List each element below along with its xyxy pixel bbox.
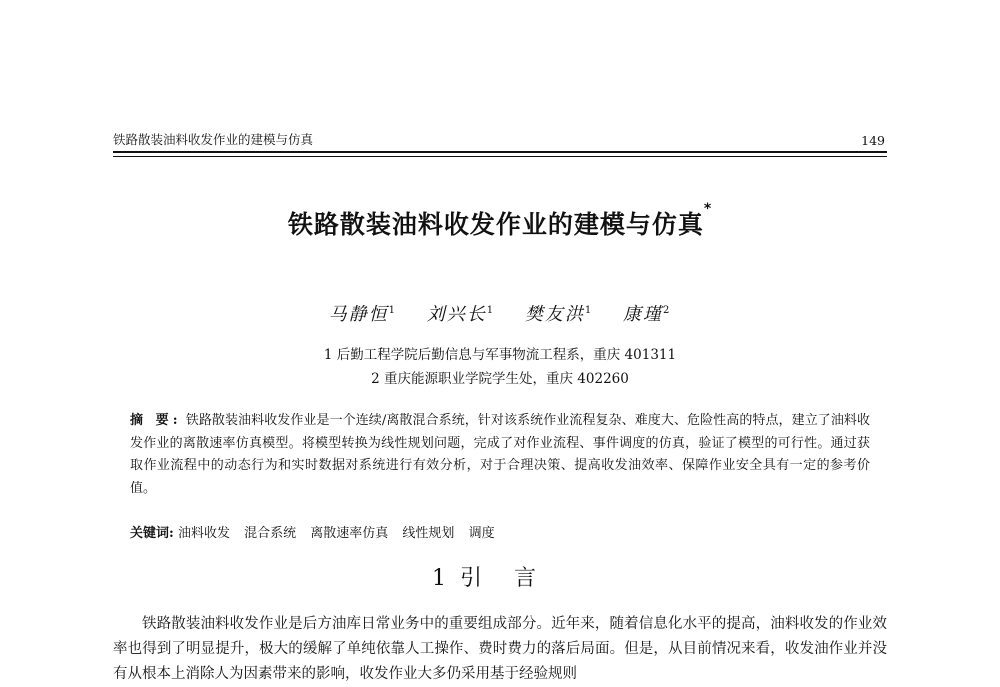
body-paragraph: 铁路散装油料收发作业是后方油库日常业务中的重要组成部分。近年来，随着信息化水平的提高，油料收发的作业效率也得到了明显提升，极大的缓解了单纯依靠人工操作、费时费力的落后局面。但是，从目前情况来看，收发油作业并没有从根本上消除人为因素带来的影响，收发作业大多仍采用基于经验规则 [113, 616, 887, 682]
keyword: 离散速率仿真 [310, 526, 389, 541]
author [525, 304, 593, 325]
page-number: 149 [861, 133, 885, 148]
running-head-title: 铁路散装油料收发作业的建模与仿真 [113, 132, 314, 147]
author-affiliation-mark: 1 [388, 305, 398, 316]
keyword: 混合系统 [244, 526, 297, 541]
author-affiliation-mark: 1 [486, 305, 496, 316]
author-name: 马静恒 [328, 304, 389, 325]
section-number: 1 [431, 566, 446, 591]
title-footnote-mark: * [703, 201, 713, 217]
keywords-label: 关键词: [130, 526, 174, 541]
keyword: 油料收发 [177, 526, 230, 541]
author [329, 304, 397, 325]
running-head [113, 130, 885, 148]
author-list [0, 300, 1000, 326]
keyword: 调度 [468, 526, 495, 541]
section-title: 引言 [459, 566, 568, 591]
author [623, 304, 671, 325]
author-affiliation-mark: 1 [584, 305, 594, 316]
abstract-text: 铁路散装油料收发作业是一个连续/离散混合系统，针对该系统作业流程复杂、难度大、危险性高的特点，建立了油料收发作业的离散速率仿真模型。将模型转换为线性规划问题，完成了对作业流程、事件调度的仿真，验证了模型的可行性。通过获取作业流程中的动态行为和实时数据对系统进行有效分析，对于合理决策、提高收发油效率、保障作业安全具有一定的参考价值。 [130, 413, 870, 496]
paper-title [0, 201, 1000, 241]
section-heading [0, 561, 1000, 592]
author-name: 樊友洪 [524, 304, 585, 325]
author-name: 刘兴长 [426, 304, 487, 325]
keyword: 线性规划 [402, 526, 455, 541]
paper-title-text: 铁路散装油料收发作业的建模与仿真 [287, 210, 704, 239]
affiliation-2: 2 重庆能源职业学院学生处，重庆 402260 [371, 371, 629, 387]
author-affiliation-mark: 2 [662, 305, 672, 316]
affiliation-1: 1 后勤工程学院后勤信息与军事物流工程系，重庆 401311 [323, 347, 677, 363]
header-rule-thin [113, 156, 887, 157]
keywords [130, 522, 870, 541]
author [427, 304, 495, 325]
abstract [130, 410, 870, 500]
abstract-label: 摘 要: [130, 413, 182, 428]
author-name: 康瑾 [622, 304, 663, 325]
header-rule-thick [113, 151, 887, 153]
